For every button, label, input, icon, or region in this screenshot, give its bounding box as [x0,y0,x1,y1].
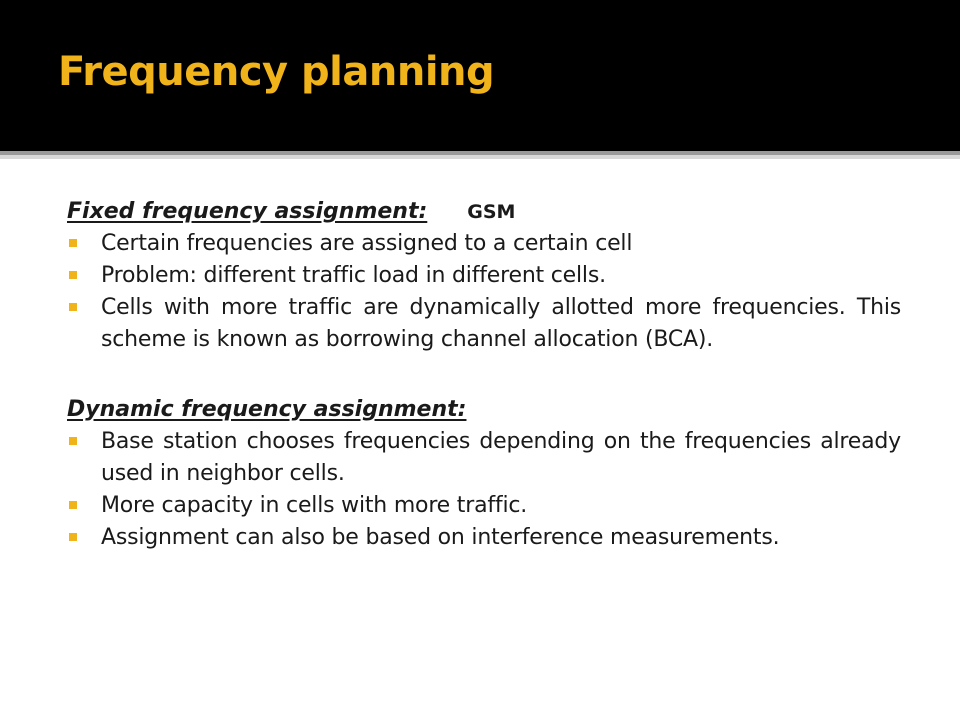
bullet-list [67,228,901,356]
bullet-text: Problem: different traffic load in different cells. [101,263,606,288]
section-fixed-assignment [67,196,901,356]
bullet-item [67,228,901,260]
bullet-item [67,522,901,554]
square-bullet-icon [69,501,77,509]
square-bullet-icon [69,303,77,311]
section-heading-label: Fixed frequency assignment: [67,199,428,224]
section-dynamic-assignment [67,394,901,554]
bullet-item [67,426,901,490]
bullet-text: More capacity in cells with more traffic. [101,493,528,518]
slide-title: Frequency planning [58,49,495,95]
bullet-item [67,260,901,292]
bullet-text: Cells with more traffic are dynamically allotted more frequencies. This scheme is known as borrowing channel allocation (BCA). [101,295,901,352]
bullet-item [67,490,901,522]
section-tag: GSM [467,201,516,223]
square-bullet-icon [69,239,77,247]
section-heading-label: Dynamic frequency assignment: [67,397,467,422]
bullet-list [67,426,901,554]
bullet-text: Assignment can also be based on interference measurements. [101,525,780,550]
section-heading [67,196,901,228]
square-bullet-icon [69,533,77,541]
title-bar [0,0,960,151]
title-divider-shadow [0,155,960,159]
bullet-text: Base station chooses frequencies depending on the frequencies already used in neighbor cells. [101,429,901,486]
square-bullet-icon [69,437,77,445]
section-spacer [67,356,901,394]
square-bullet-icon [69,271,77,279]
section-heading [67,394,901,426]
slide-content [67,196,901,554]
bullet-item [67,292,901,356]
bullet-text: Certain frequencies are assigned to a certain cell [101,231,633,256]
